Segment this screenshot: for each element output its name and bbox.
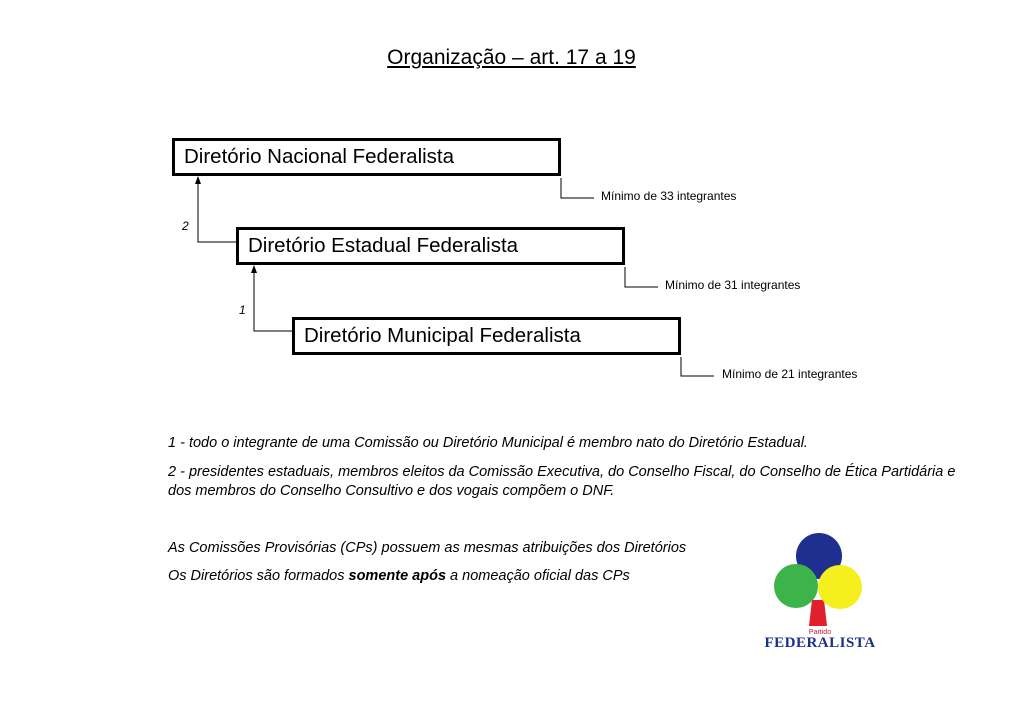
note-leader-3 (681, 357, 714, 376)
logo-small-text: Partido (808, 629, 832, 636)
arrowhead-2 (251, 265, 257, 273)
federalista-logo (760, 530, 880, 660)
arrow-label-2: 2 (182, 219, 189, 233)
note-estadual: Mínimo de 31 integrantes (665, 278, 801, 292)
paragraph-comissoes: As Comissões Provisórias (CPs) possuem as mesmas atribuições dos Diretórios (168, 540, 687, 556)
paragraph-diretorios-end: a nomeação oficial das CPs (446, 568, 630, 584)
arrowhead-1 (195, 176, 201, 184)
box-diretorio-municipal: Diretório Municipal Federalista (292, 317, 681, 355)
paragraph-diretorios-start: Os Diretórios são formados (168, 568, 349, 584)
note-leader-2 (625, 267, 658, 287)
logo-big-text: FEDERALISTA (764, 635, 876, 651)
note-leader-1 (561, 178, 594, 198)
logo-tree-icon (760, 530, 880, 630)
note-municipal: Mínimo de 21 integrantes (722, 367, 858, 381)
logo-circle-green (774, 564, 818, 608)
paragraph-diretorios-bold: somente após (348, 568, 447, 584)
paragraph-diretorios (168, 567, 630, 586)
footnote-1: 1 - todo o integrante de uma Comissão ou Diretório Municipal é membro nato do Diretório Estadual. (168, 435, 808, 451)
arrow-municipal-to-estadual (254, 271, 292, 331)
box-diretorio-estadual: Diretório Estadual Federalista (236, 227, 625, 265)
page-title: Organização – art. 17 a 19 (387, 46, 636, 69)
note-nacional: Mínimo de 33 integrantes (601, 189, 737, 203)
logo-trunk (809, 600, 827, 626)
arrow-estadual-to-nacional (198, 182, 236, 242)
box-diretorio-nacional: Diretório Nacional Federalista (172, 138, 561, 176)
arrow-label-1: 1 (239, 303, 246, 317)
footnote-2: 2 - presidentes estaduais, membros eleitos da Comissão Executiva, do Conselho Fiscal, do Conselho de Ética Partidária e dos membros do Conselho Consultivo e dos vogais compõem o DNF. (168, 464, 956, 499)
logo-circle-yellow (818, 565, 862, 609)
